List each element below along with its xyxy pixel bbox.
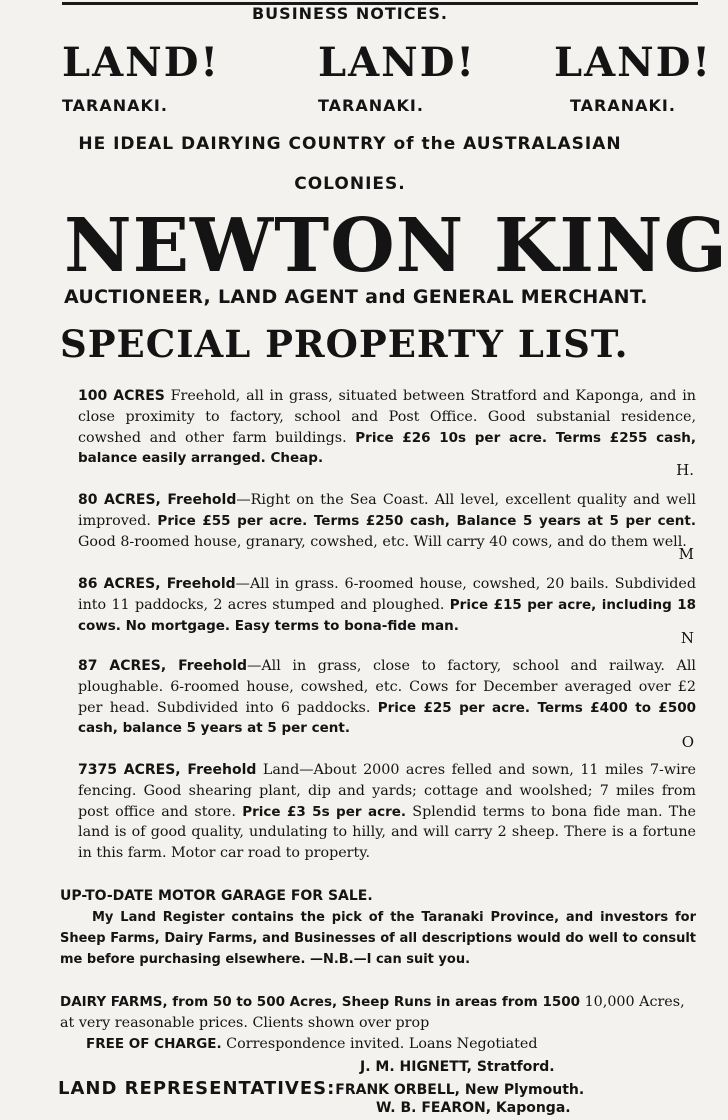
listing-text: Freehold, all in grass, situated between Stratford and Kaponga, and in close proximity to factory, school and Post Office. Good substanial residence, cowshed and other farm buildings.	[78, 388, 696, 446]
representative-fearon: W. B. FEARON, Kaponga.	[376, 1100, 571, 1116]
motor-garage-notice: UP-TO-DATE MOTOR GARAGE FOR SALE.	[60, 888, 373, 904]
listing-100-acres	[78, 386, 696, 469]
taranaki-row	[62, 96, 698, 118]
listing-lead: 87 ACRES, Freehold	[78, 658, 248, 674]
taranaki-1: TARANAKI.	[62, 96, 168, 115]
representative-orbell: FRANK ORBELL, New Plymouth.	[335, 1082, 585, 1098]
representatives-label: LAND REPRESENTATIVES:	[58, 1078, 336, 1099]
margin-letter-h: H.	[676, 461, 694, 479]
dairy-farms-lead: DAIRY FARMS, from 50 to 500 Acres, Sheep Runs in areas from 1500	[60, 994, 581, 1010]
advertiser-name	[64, 203, 728, 289]
listing-text: —Right on the Sea Coast. All level, excellent quality and well improved.	[78, 492, 696, 529]
hignett-signature: J. M. HIGNETT, Stratford.	[360, 1059, 555, 1075]
listing-7375-acres	[78, 760, 696, 864]
taranaki-3: TARANAKI.	[570, 96, 676, 115]
listing-80-acres	[78, 490, 696, 552]
margin-letter-n: N	[680, 629, 694, 647]
colonies-line: COLONIES.	[294, 174, 406, 194]
land-heading-row	[62, 39, 712, 86]
land-heading-1: LAND!	[62, 39, 220, 86]
taranaki-2: TARANAKI.	[318, 96, 424, 115]
listing-price: Price £26 10s per acre. Terms £255 cash, balance easily arranged. Cheap.	[78, 429, 696, 467]
listing-87-acres	[78, 656, 696, 739]
listing-price: Price £55 per acre. Terms £250 cash, Balance 5 years at 5 per cent.	[157, 512, 696, 529]
margin-letter-m: M	[678, 545, 694, 563]
dairy-farms-text: 10,000 Acres, at very reasonable prices. Clients shown over prop	[60, 994, 685, 1031]
section-header: BUSINESS NOTICES.	[251, 4, 448, 23]
listing-price: Price £15 per acre, including 18 cows. No mortgage. Easy terms to bona-fide man.	[78, 596, 696, 634]
special-property-list-title: SPECIAL PROPERTY LIST.	[60, 322, 629, 366]
land-heading-3: LAND!	[554, 39, 712, 86]
listing-text-continued: Good 8-roomed house, granary, cowshed, etc. Will carry 40 cows, and do them well.	[78, 533, 687, 550]
ideal-country-line: HE IDEAL DAIRYING COUNTRY of the AUSTRALASIAN	[78, 134, 622, 154]
listing-86-acres	[78, 574, 696, 636]
listing-text: —All in grass. 6-roomed house, cowshed, 20 bails. Subdivided into 11 paddocks, 2 acres stumped and ploughed.	[78, 576, 696, 613]
free-of-charge: FREE OF CHARGE.	[86, 1036, 222, 1052]
title-word-king: KING	[494, 203, 728, 289]
land-representatives	[58, 1078, 584, 1099]
correspondence-text: Correspondence invited. Loans Negotiated	[221, 1036, 538, 1052]
listing-lead: 7375 ACRES, Freehold	[78, 762, 257, 778]
land-heading-2: LAND!	[318, 39, 476, 86]
listing-text-continued: Splendid terms to bona fide man. The land is of good quality, undulating to hilly, and will carry 2 sheep. There is a fortune in this farm. Motor car road to property.	[78, 803, 696, 862]
dairy-farms-notice	[60, 992, 696, 1055]
title-word-newton: NEWTON	[64, 203, 465, 289]
land-register-notice: My Land Register contains the pick of the Taranaki Province, and investors for Sheep Farms, Dairy Farms, and Businesses of all descriptions would do well to consult me before purchasing elsewhere. —N.B.—I can suit you.	[60, 910, 696, 967]
listing-price: Price £3 5s per acre.	[242, 803, 407, 820]
listing-text: Land—About 2000 acres felled and sown, 11 miles 7-wire fencing. Good shearing plant, dip and yards; cottage and woolshed; 7 miles from post office and store.	[78, 762, 696, 820]
listing-lead: 86 ACRES, Freehold	[78, 576, 236, 592]
listing-text: —All in grass, close to factory, school and railway. All ploughable. 6-roomed house, cowshed, etc. Cows for December averaged over £2 per head. Subdivided into 6 paddocks.	[78, 658, 696, 716]
listing-price: Price £25 per acre. Terms £400 to £500 cash, balance 5 years at 5 per cent.	[78, 699, 697, 737]
listing-lead: 100 ACRES	[78, 388, 165, 404]
listing-lead: 80 ACRES, Freehold	[78, 492, 237, 508]
advertiser-trade-line: AUCTIONEER, LAND AGENT and GENERAL MERCHANT.	[64, 286, 648, 308]
margin-letter-o: O	[681, 733, 694, 751]
